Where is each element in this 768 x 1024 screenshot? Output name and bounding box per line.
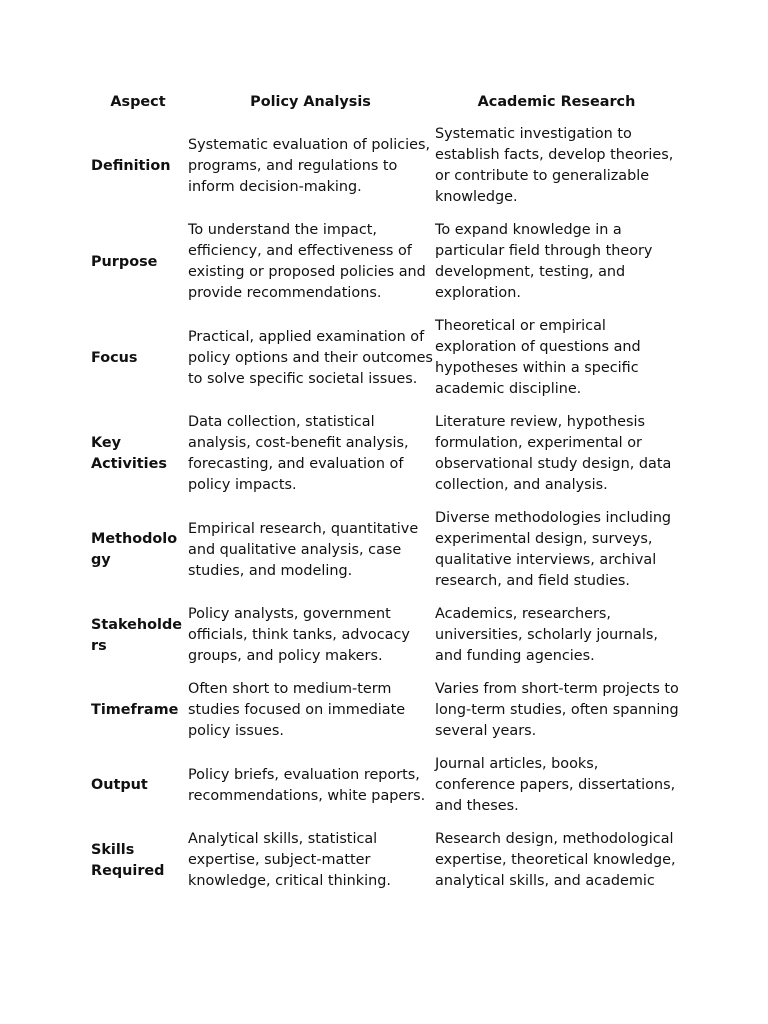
- row-academic-cell: To expand knowledge in a particular field through theory development, testing, and exploration.: [435, 222, 653, 301]
- table-header-row: [89, 89, 679, 118]
- row-policy-cell: Data collection, statistical analysis, cost-benefit analysis, forecasting, and evaluation of policy impacts.: [188, 414, 409, 493]
- row-aspect-cell: Output: [91, 777, 148, 793]
- row-aspect-cell: Timeframe: [91, 702, 179, 718]
- table-row: [89, 214, 679, 310]
- row-academic-cell: Journal articles, books, conference papers, dissertations, and theses.: [435, 756, 676, 814]
- table-row: [89, 310, 679, 406]
- row-aspect-cell: Skills Required: [91, 841, 165, 879]
- table-row: [89, 502, 679, 598]
- row-policy-cell: Analytical skills, statistical expertise, subject-matter knowledge, critical thinking.: [188, 831, 391, 889]
- row-academic-cell: Literature review, hypothesis formulation, experimental or observational study design, data collection, and analysis.: [435, 414, 672, 493]
- table-row: [89, 598, 679, 673]
- table-row: [89, 673, 679, 748]
- row-policy-cell: Empirical research, quantitative and qualitative analysis, case studies, and modeling.: [188, 520, 419, 579]
- row-academic-cell: Research design, methodological expertise, theoretical knowledge, analytical skills, and academic: [435, 831, 676, 889]
- row-policy-cell: Policy briefs, evaluation reports, recommendations, white papers.: [188, 766, 426, 804]
- row-policy-cell: Policy analysts, government officials, think tanks, advocacy groups, and policy makers.: [188, 606, 410, 664]
- row-aspect-cell: Stakeholders: [91, 616, 183, 654]
- row-policy-cell: Practical, applied examination of policy options and their outcomes to solve specific societal issues.: [188, 328, 433, 387]
- row-academic-cell: Theoretical or empirical exploration of questions and hypotheses within a specific academic discipline.: [435, 318, 641, 397]
- row-aspect-cell: Definition: [91, 157, 171, 174]
- row-academic-cell: Academics, researchers, universities, scholarly journals, and funding agencies.: [435, 606, 658, 664]
- table-row: [89, 118, 679, 214]
- row-aspect-cell: Focus: [91, 349, 138, 366]
- row-policy-cell: Often short to medium-term studies focused on immediate policy issues.: [188, 681, 406, 739]
- row-policy-cell: Systematic evaluation of policies, programs, and regulations to inform decision-making.: [188, 136, 431, 195]
- row-aspect-cell: Methodology: [91, 531, 178, 568]
- header-aspect: Aspect: [110, 94, 166, 110]
- row-aspect-cell: Key Activities: [91, 435, 167, 472]
- row-academic-cell: Diverse methodologies including experimental design, surveys, qualitative interviews, archival research, and field studies.: [435, 510, 672, 589]
- row-academic-cell: Systematic investigation to establish facts, develop theories, or contribute to generalizable knowledge.: [435, 126, 674, 205]
- row-aspect-cell: Purpose: [91, 253, 158, 270]
- header-policy-analysis: Policy Analysis: [250, 94, 371, 110]
- header-academic-research: Academic Research: [477, 94, 636, 110]
- row-policy-cell: To understand the impact, efficiency, and effectiveness of existing or proposed policies and provide recommendations.: [188, 222, 426, 301]
- comparison-table: [89, 89, 679, 898]
- row-academic-cell: Varies from short-term projects to long-term studies, often spanning several years.: [435, 681, 679, 739]
- table-row: [89, 748, 679, 823]
- table-row: [89, 823, 679, 898]
- table-row: [89, 406, 679, 502]
